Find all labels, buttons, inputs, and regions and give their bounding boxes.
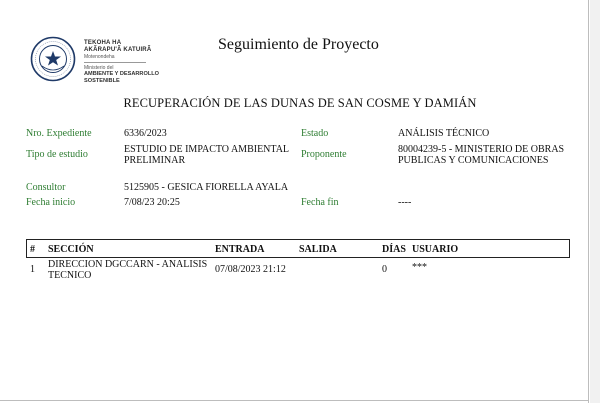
row-dias: 0 bbox=[382, 264, 387, 275]
fecha-fin-label: Fecha fin bbox=[301, 197, 339, 208]
org-line2: AKÃRAPU'Ã KATUIRÃ bbox=[84, 47, 152, 53]
col-header-entrada: ENTRADA bbox=[215, 244, 265, 255]
ministry-line1: Ministerio del bbox=[84, 65, 114, 71]
consultor-value: 5125905 - GESICA FIORELLA AYALA bbox=[124, 182, 289, 193]
proponente-label: Proponente bbox=[301, 149, 347, 160]
project-name: RECUPERACIÓN DE LAS DUNAS DE SAN COSME Y DAMIÁN bbox=[123, 96, 477, 110]
ministry-line2: AMBIENTE Y DESARROLLO bbox=[84, 71, 160, 77]
org-line1: TEKOHA HA bbox=[84, 40, 122, 46]
row-num: 1 bbox=[30, 264, 35, 275]
org-line3: Motenondeha bbox=[84, 54, 115, 60]
proponente-value-line2: PUBLICAS Y COMUNICACIONES bbox=[398, 155, 549, 166]
col-header-dias: DÍAS bbox=[382, 244, 406, 255]
ministry-logo-text bbox=[84, 40, 159, 84]
col-header-num: # bbox=[30, 244, 35, 255]
ministry-line3: SOSTENIBLE bbox=[84, 77, 120, 84]
col-header-seccion: SECCIÓN bbox=[48, 244, 94, 255]
tipo-estudio-value-line1: ESTUDIO DE IMPACTO AMBIENTAL bbox=[124, 144, 290, 155]
table-header-box bbox=[26, 239, 570, 258]
tipo-estudio-value-line2: PRELIMINAR bbox=[124, 155, 186, 166]
row-seccion-line1: DIRECCION DGCCARN - ANALISIS bbox=[48, 259, 208, 270]
tipo-estudio-label: Tipo de estudio bbox=[26, 149, 88, 160]
consultor-label: Consultor bbox=[26, 182, 66, 193]
paraguay-seal-logo bbox=[30, 36, 76, 82]
document-title: Seguimiento de Proyecto bbox=[218, 36, 379, 53]
fecha-inicio-label: Fecha inicio bbox=[26, 197, 76, 208]
fecha-fin-value: ---- bbox=[398, 197, 412, 208]
row-seccion-line2: TECNICO bbox=[48, 270, 92, 281]
proponente-value-line1: 80004239-5 - MINISTERIO DE OBRAS bbox=[398, 144, 565, 155]
col-header-usuario: USUARIO bbox=[412, 244, 459, 255]
page-border-right bbox=[588, 0, 589, 403]
col-header-salida: SALIDA bbox=[299, 244, 337, 255]
vertical-scrollbar[interactable] bbox=[590, 0, 600, 403]
expediente-label: Nro. Expediente bbox=[26, 128, 92, 139]
row-usuario: *** bbox=[412, 262, 427, 273]
fecha-inicio-value: 7/08/23 20:25 bbox=[124, 197, 180, 208]
estado-value: ANÁLISIS TÉCNICO bbox=[398, 128, 490, 139]
page-border-bottom bbox=[0, 400, 589, 401]
row-entrada: 07/08/2023 21:12 bbox=[215, 264, 286, 275]
logo-divider bbox=[84, 62, 146, 63]
estado-label: Estado bbox=[301, 128, 329, 139]
expediente-value: 6336/2023 bbox=[124, 128, 167, 139]
